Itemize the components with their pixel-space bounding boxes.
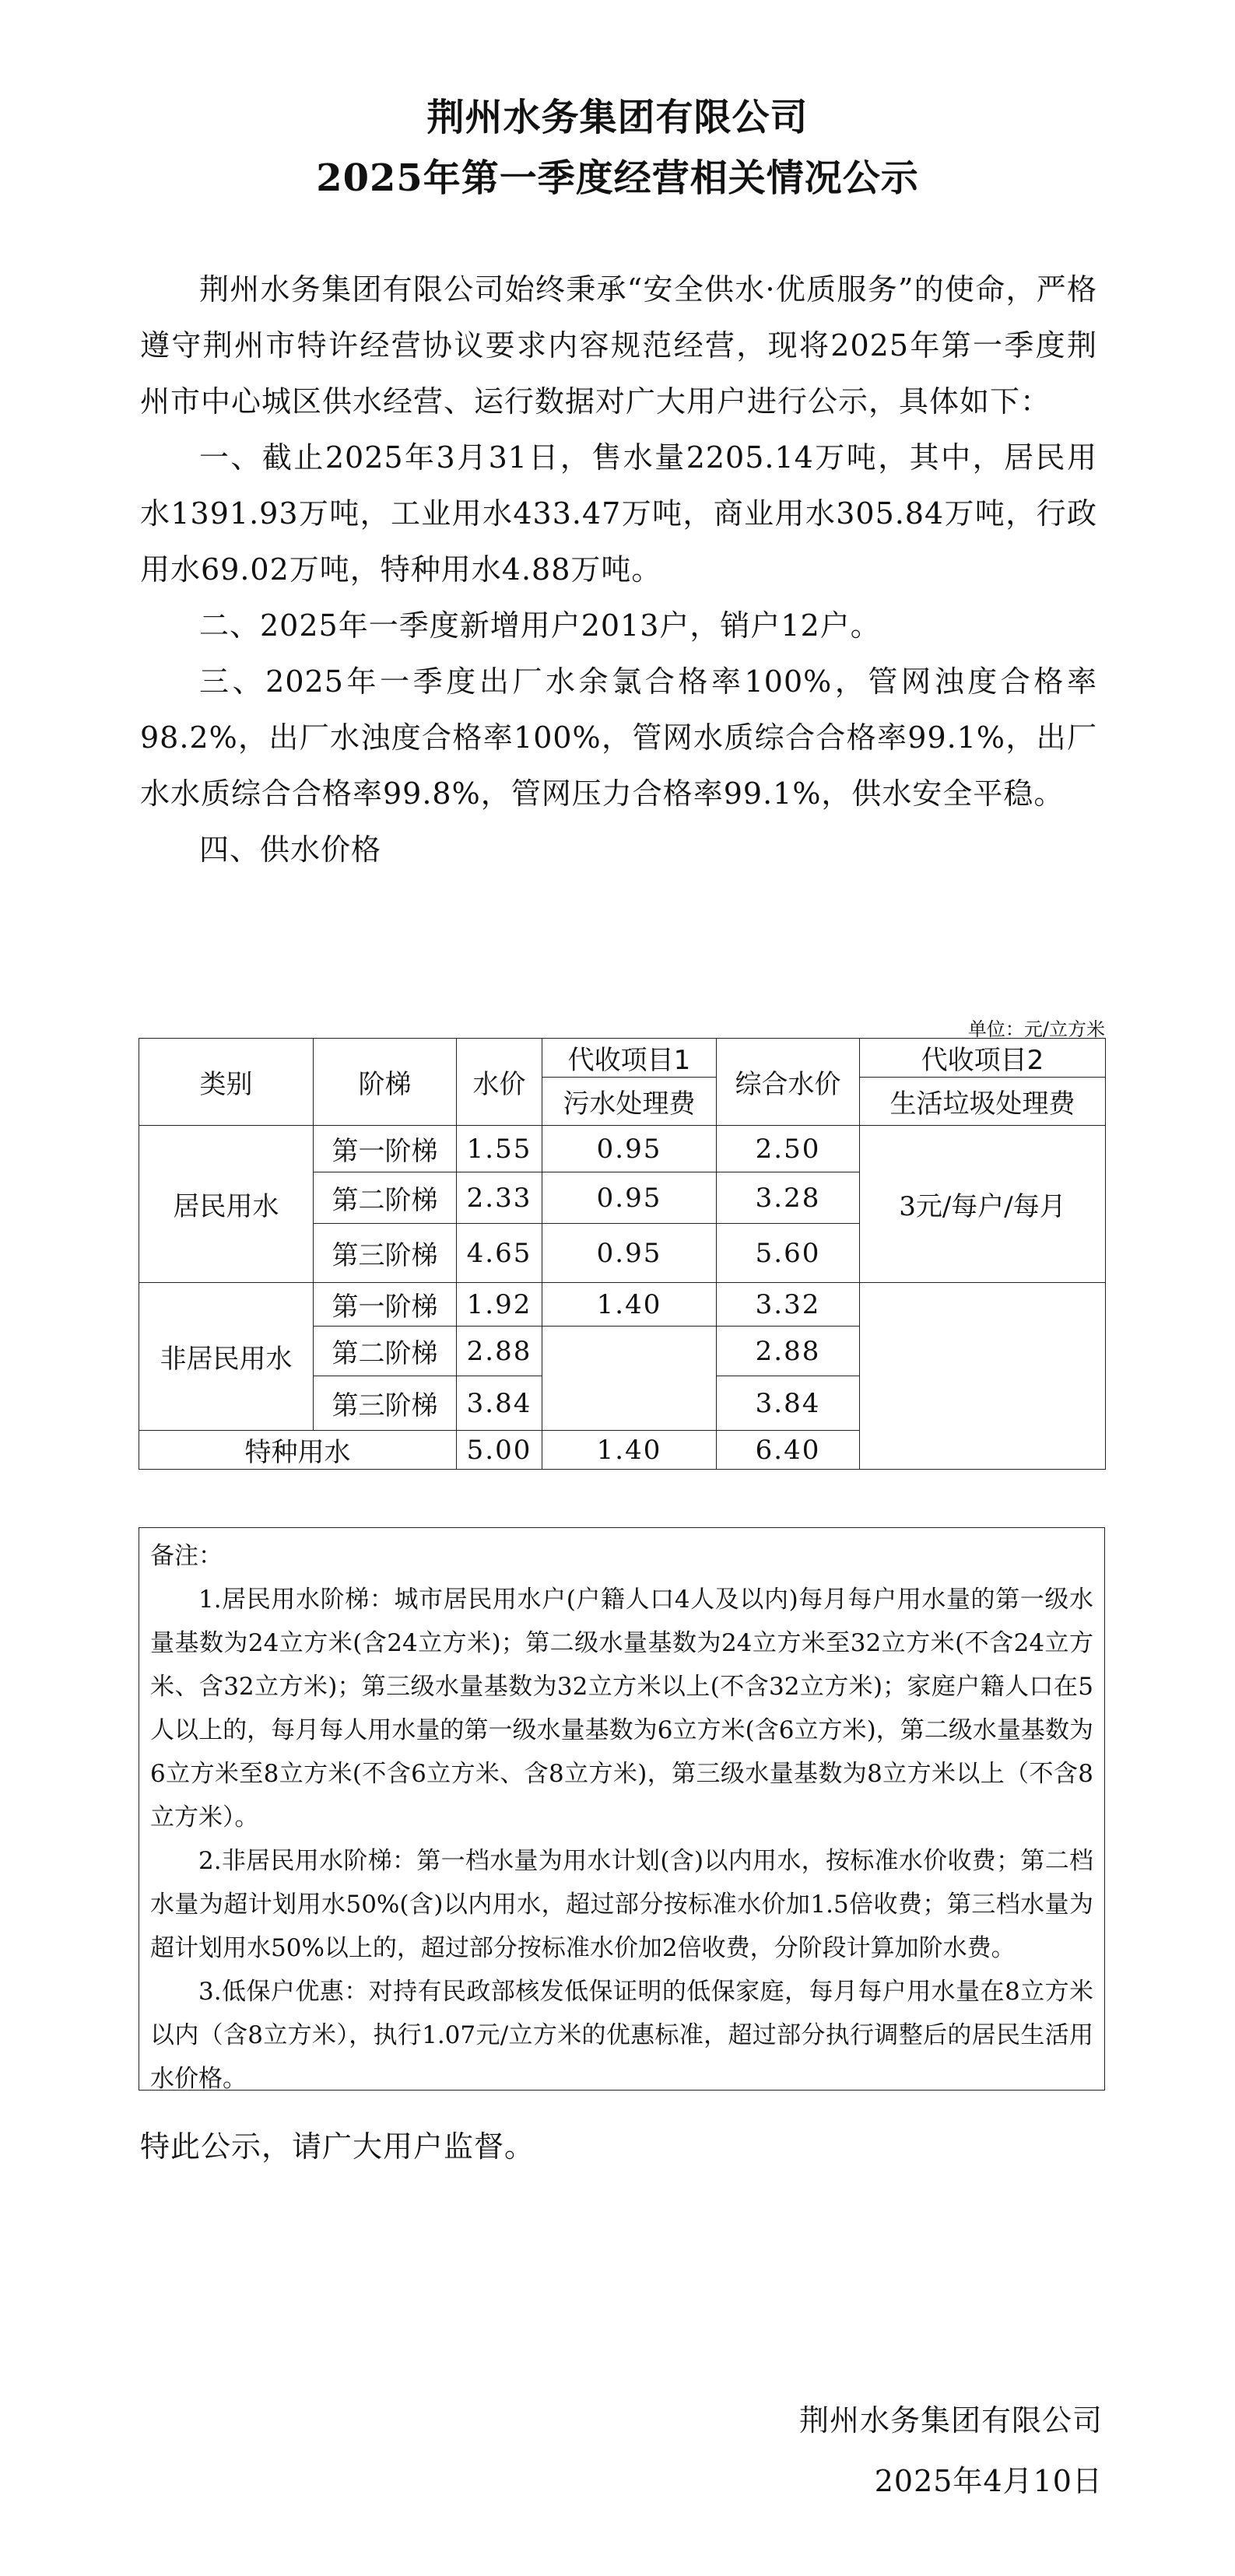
notice-body bbox=[140, 261, 1097, 878]
residential-garbage-fee: 3元/每户/每月 bbox=[860, 1126, 1106, 1283]
price-cell: 1.55 bbox=[457, 1126, 542, 1172]
sewage-cell: 1.40 bbox=[542, 1431, 717, 1470]
price-cell: 1.92 bbox=[457, 1283, 542, 1327]
header-water-price: 水价 bbox=[457, 1039, 542, 1126]
total-cell: 3.32 bbox=[717, 1283, 860, 1327]
sewage-cell: 1.40 bbox=[542, 1283, 717, 1327]
total-cell: 3.84 bbox=[717, 1376, 860, 1431]
tier-cell: 第二阶梯 bbox=[314, 1172, 457, 1224]
unit-note: 单位：元/立方米 bbox=[967, 1018, 1105, 1040]
tier-cell: 第三阶梯 bbox=[314, 1224, 457, 1283]
residential-label: 居民用水 bbox=[139, 1126, 314, 1283]
sewage-cell: 0.95 bbox=[542, 1224, 717, 1283]
price-cell: 4.65 bbox=[457, 1224, 542, 1283]
note-residential-tiers: 1.居民用水阶梯：城市居民用水户(户籍人口4人及以内)每月每户用水量的第一级水量基数为24立方米(含24立方米)；第二级水量基数为24立方米至32立方米(不含24立方米、含32立方米)；第三级水量基数为32立方米以上(不含32立方米)；家庭户籍人口在5人以上的，每月每人用水量的第一级水量基数为6立方米(含6立方米)，第二级水量基数为6立方米至8立方米(不含6立方米、含8立方米)，第三级水量基数为8立方米以上（不含8立方米）。 bbox=[150, 1586, 1093, 1831]
org-title: 荆州水务集团有限公司 bbox=[426, 96, 809, 139]
total-cell: 5.60 bbox=[717, 1224, 860, 1283]
closing-statement: 特此公示，请广大用户监督。 bbox=[140, 2129, 535, 2164]
price-cell: 2.88 bbox=[457, 1327, 542, 1376]
sewage-cell: 0.95 bbox=[542, 1172, 717, 1224]
price-table bbox=[139, 1038, 1106, 1470]
sales-paragraph: 一、截止2025年3月31日，售水量2205.14万吨，其中，居民用水1391.93万吨，工业用水433.47万吨，商业用水305.84万吨，行政用水69.02万吨，特种用水4.88万吨。 bbox=[140, 440, 1097, 587]
header-total-price: 综合水价 bbox=[717, 1039, 860, 1126]
users-paragraph: 二、2025年一季度新增用户2013户，销户12户。 bbox=[199, 608, 881, 643]
tier-cell: 第一阶梯 bbox=[314, 1126, 457, 1172]
quality-paragraph: 三、2025年一季度出厂水余氯合格率100%，管网浊度合格率98.2%，出厂水浊度合格率100%，管网水质综合合格率99.1%，出厂水水质综合合格率99.8%，管网压力合格率99.1%，供水安全平稳。 bbox=[140, 664, 1097, 811]
sewage-cell: 0.95 bbox=[542, 1126, 717, 1172]
non-residential-garbage-empty bbox=[860, 1283, 1106, 1470]
note-low-income-discount: 3.低保户优惠：对持有民政部核发低保证明的低保家庭，每月每户用水量在8立方米以内（含8立方米），执行1.07元/立方米的优惠标准，超过部分执行调整后的居民生活用水价格。 bbox=[150, 1978, 1093, 2093]
header-collect-item-1: 代收项目1 bbox=[542, 1039, 717, 1078]
note-non-residential-tiers: 2.非居民用水阶梯：第一档水量为用水计划(含)以内用水，按标准水价收费；第二档水量为超计划用水50%(含)以内用水，超过部分按标准水价加1.5倍收费；第三档水量为超计划用水50%以上的，超过部分按标准水价加2倍收费，分阶段计算加阶水费。 bbox=[150, 1847, 1093, 1962]
notes-label: 备注： bbox=[150, 1542, 223, 1570]
header-category: 类别 bbox=[139, 1039, 314, 1126]
table-row bbox=[139, 1126, 1106, 1172]
price-cell: 3.84 bbox=[457, 1376, 542, 1431]
special-label: 特种用水 bbox=[139, 1431, 457, 1470]
doc-title: 2025年第一季度经营相关情况公示 bbox=[316, 156, 919, 200]
total-cell: 2.50 bbox=[717, 1126, 860, 1172]
header-collect-item-2: 代收项目2 bbox=[860, 1039, 1106, 1078]
tier-cell: 第一阶梯 bbox=[314, 1283, 457, 1327]
total-cell: 3.28 bbox=[717, 1172, 860, 1224]
non-residential-label: 非居民用水 bbox=[139, 1283, 314, 1431]
total-cell: 2.88 bbox=[717, 1327, 860, 1376]
table-row bbox=[139, 1283, 1106, 1327]
sewage-empty bbox=[542, 1327, 717, 1431]
tier-cell: 第三阶梯 bbox=[314, 1376, 457, 1431]
price-cell: 5.00 bbox=[457, 1431, 542, 1470]
intro-paragraph: 荆州水务集团有限公司始终秉承“安全供水·优质服务”的使命，严格遵守荆州市特许经营协议要求内容规范经营，现将2025年第一季度荆州市中心城区供水经营、运行数据对广大用户进行公示，具体如下： bbox=[140, 272, 1097, 419]
signature-date: 2025年4月10日 bbox=[874, 2464, 1103, 2498]
header-garbage-fee: 生活垃圾处理费 bbox=[860, 1078, 1106, 1126]
price-heading: 四、供水价格 bbox=[199, 832, 382, 867]
header-tier: 阶梯 bbox=[314, 1039, 457, 1126]
notes-box bbox=[139, 1527, 1105, 2091]
tier-cell: 第二阶梯 bbox=[314, 1327, 457, 1376]
total-cell: 6.40 bbox=[717, 1431, 860, 1470]
price-cell: 2.33 bbox=[457, 1172, 542, 1224]
signature-company: 荆州水务集团有限公司 bbox=[798, 2403, 1103, 2438]
header-sewage-fee: 污水处理费 bbox=[542, 1078, 717, 1126]
